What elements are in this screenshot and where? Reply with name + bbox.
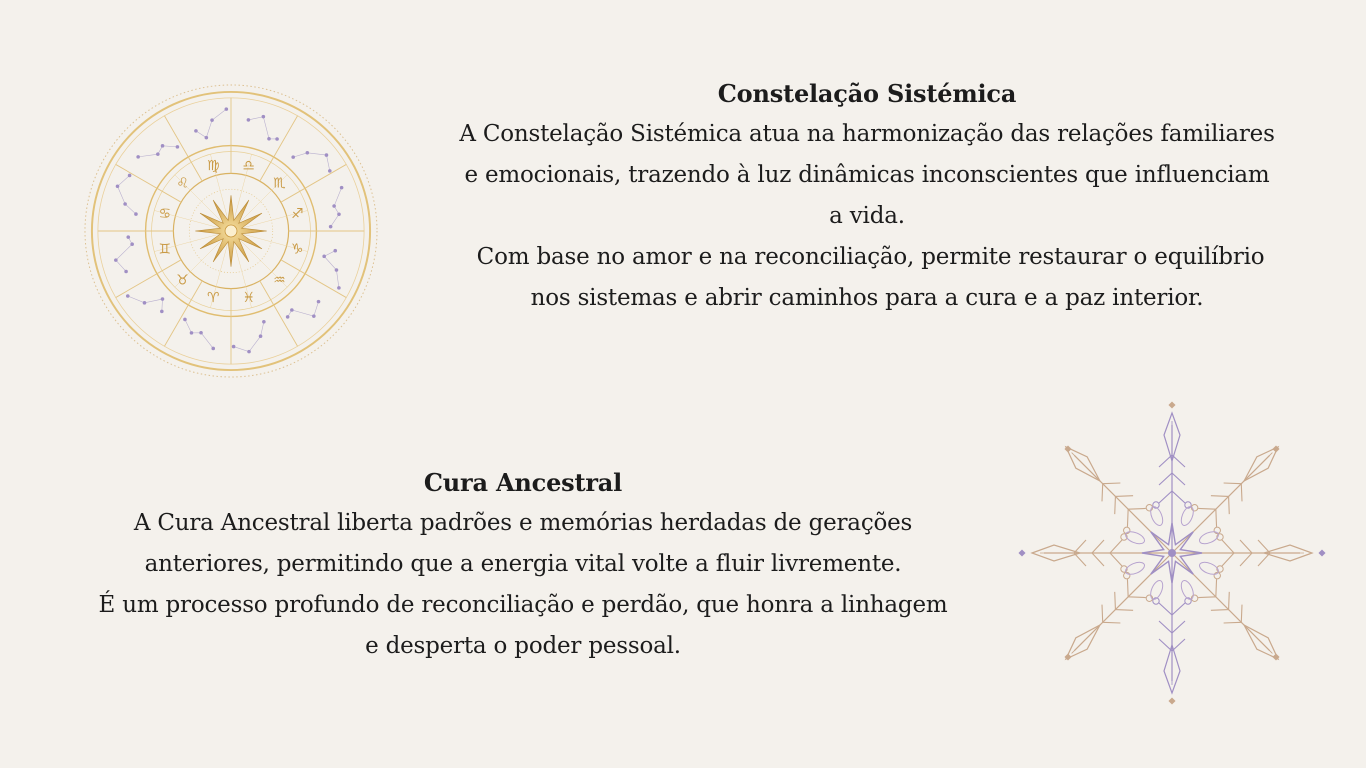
constellation-star [335,268,339,272]
zodiac-sign-icon: ♍ [207,157,220,174]
constellation-star [130,242,134,246]
constellation-star [211,347,215,351]
constellation-star [156,152,160,156]
constellation-line [331,188,342,227]
constellation-star [291,155,295,159]
constellation-star [232,345,236,349]
constellation-star [126,235,130,239]
constellation-star [259,334,263,338]
constellation-star [337,286,341,290]
cura-section [78,462,968,667]
petal-shape [1198,560,1220,577]
zodiac-sign-icon: ♏ [273,175,286,192]
petal-shape [1179,505,1196,527]
arm-diamond-vein [1072,453,1096,477]
constellation-star [126,294,130,298]
geometric-snowflake-icon [1016,398,1328,708]
constellation-line [185,319,213,348]
constelacao-line: a vida. [829,203,905,229]
snowflake-petal [1148,505,1165,527]
sparkle-dot [1168,697,1175,704]
snowflake-arm [1153,553,1191,693]
cura-line: É um processo profundo de reconciliação e perdão, que honra a linhagem [98,592,948,618]
constellation-star [312,314,316,318]
zodiac-sign-icon: ♋ [158,206,172,223]
constellation-star [337,212,341,216]
constellation-star [329,225,333,229]
constellation-star [161,297,165,301]
constellation-star [199,331,203,335]
constellation-star [267,137,271,141]
constellation-star [128,174,132,178]
petal-shape [1148,579,1165,601]
constelacao-title: Constelação Sistémica [717,79,1017,108]
constelacao-line: Com base no amor e na reconciliação, permite restaurar o equilíbrio [469,244,1265,270]
cura-line: anteriores, permitindo que a energia vital volte a fluir livremente. [144,551,902,577]
constellation-star [123,202,127,206]
zodiac-sign-icon: ♊ [158,241,172,258]
constellation-star [176,145,180,149]
constellation-line [118,175,136,214]
petal-shape [1179,579,1196,601]
constellation-star [286,315,290,319]
cura-title: Cura Ancestral [423,468,623,497]
constelacao-line: nos sistemas e abrir caminhos para a cura e a paz interior. [530,285,1204,311]
constellation-star [340,186,344,190]
constellation-star [317,300,321,304]
constellation-star [332,204,336,208]
snowflake-petal [1179,579,1196,601]
constellation-star [247,118,251,122]
zodiac-sign-icon: ♉ [176,272,189,289]
sparkle-dot [1168,401,1175,408]
constellation-star [247,350,251,354]
constellation-star [328,169,332,173]
constellation-star [262,320,266,324]
constellation-star [116,185,120,189]
constellation-star [134,212,138,216]
constellation-star [275,137,279,141]
snowflake-arm [1052,433,1185,566]
constellation-star [225,107,229,111]
snowflake-petal [1124,560,1146,577]
snowflake-petal [1198,560,1220,577]
constellation-line [293,153,330,171]
zodiac-sign-icon: ♈ [207,290,220,307]
constellation-star [322,255,326,259]
constellation-line [116,237,132,271]
zodiac-sign-icon: ♐ [290,206,304,223]
arm-diamond-vein [1248,453,1272,477]
snowflake-arm [1052,539,1185,672]
constellation-star [190,331,194,335]
arm-diamond-vein [1248,629,1272,653]
sun-core [225,225,237,237]
constellation-star [114,258,118,262]
constellation-star [161,144,165,148]
constellation-star [306,151,310,155]
constellation-star [333,249,337,253]
center-dot [1168,549,1176,557]
constelacao-line: A Constelação Sistémica atua na harmonização das relações familiares [459,121,1275,147]
snowflake-petal [1124,529,1146,546]
cura-line: e desperta o poder pessoal. [365,633,681,659]
petal-shape [1148,505,1165,527]
constellation-star [160,310,164,314]
constellation-star [325,153,329,157]
snowflake-arm [1172,534,1312,572]
zodiac-sign-icon: ♌ [176,175,189,192]
petal-shape [1124,529,1146,546]
constellation-star [210,118,214,122]
constellation-star [205,136,209,140]
constellation-star [262,115,266,119]
petal-shape [1198,529,1220,546]
constellation-star [290,308,294,312]
zodiac-wheel-icon [82,82,380,380]
sparkle-dot [1018,549,1025,556]
constellation-star [143,301,147,305]
constelacao-section [438,73,1296,319]
zodiac-sign-icon: ♑ [290,241,304,258]
constellation-line [248,117,277,139]
snowflake-arm [1032,534,1172,572]
snowflake-arm [1158,539,1291,672]
constellation-star [124,270,128,274]
zodiac-sign-icon: ♎ [242,157,255,174]
snowflake-arm [1153,413,1191,553]
constellation-star [183,318,187,322]
constellation-line [196,109,226,138]
snowflake-petal [1198,529,1220,546]
constelacao-line: e emocionais, trazendo à luz dinâmicas inconscientes que influenciam [464,162,1270,188]
petal-shape [1124,560,1146,577]
zodiac-sign-icon: ♓ [242,290,255,307]
cura-line: A Cura Ancestral liberta padrões e memórias herdadas de gerações [133,510,913,536]
arm-diamond-vein [1072,629,1096,653]
sparkle-dot [1318,549,1325,556]
snowflake-arm [1158,433,1291,566]
constellation-star [136,155,140,159]
snowflake-petal [1179,505,1196,527]
constellation-star [194,129,198,133]
zodiac-sign-icon: ♒ [273,272,286,289]
snowflake-petal [1148,579,1165,601]
